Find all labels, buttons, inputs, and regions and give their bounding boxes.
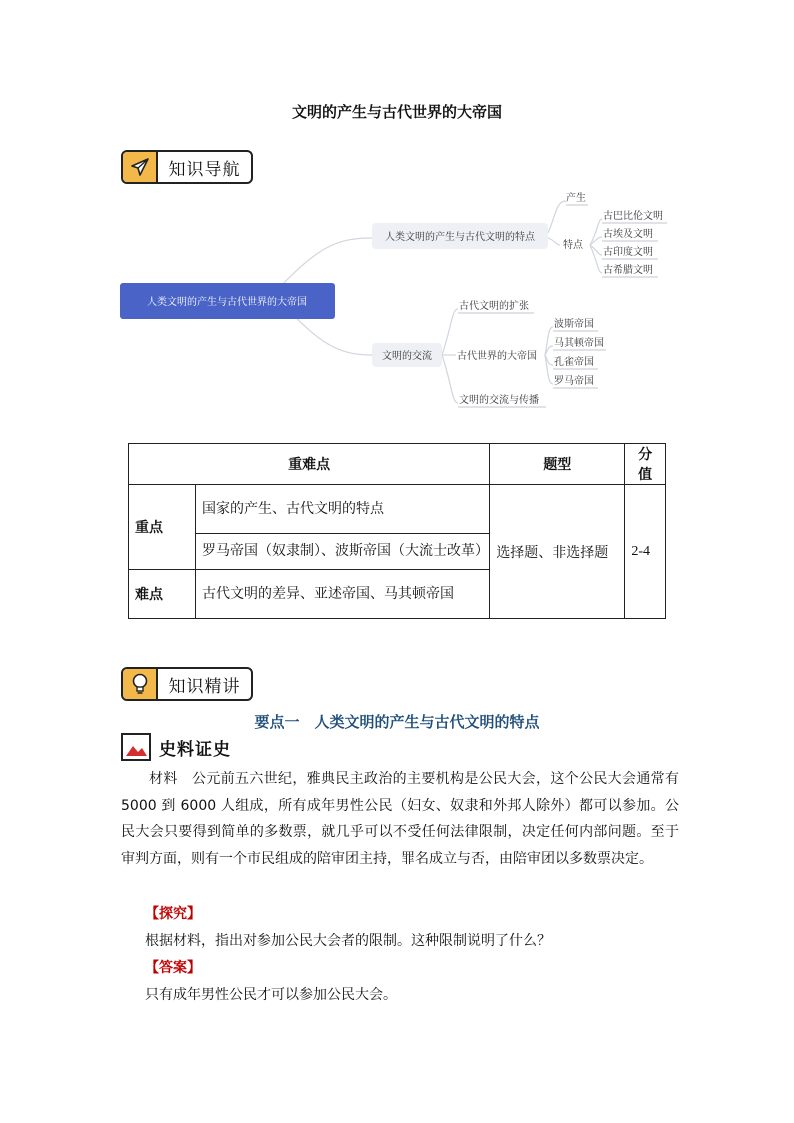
material-paragraph: 材料 公元前五六世纪，雅典民主政治的主要机构是公民大会，这个公民大会通常有5000 到 6000 人组成，所有成年男性公民（妇女、奴隶和外邦人除外）都可以参加。公民大会只要得到简单的多数票，就几乎可以不受任何法律限制，决定任何内部问题。至于审判方面，则有一个市民组成的陪审团主持，罪名成立与否，由陪审团以多数票决定。 [121,771,679,867]
mindmap-empire-item: 波斯帝国 [554,319,594,330]
knowledge-detail-badge [121,667,253,701]
key-point-item: 国家的产生、古代文明的特点 [196,485,490,534]
mindmap-empires: 古代世界的大帝国 [457,351,537,362]
header-key-points: 重难点 [129,444,490,485]
answer-text: 只有成年男性公民才可以参加公民大会。 [145,987,397,1003]
mindmap-feature: 特点 [563,240,583,251]
hard-point-item: 古代文明的差异、亚述帝国、马其顿帝国 [196,570,490,619]
mindmap-spread: 文明的交流与传播 [459,395,539,406]
score-cell: 2-4 [625,485,666,619]
question-type-cell: 选择题、非选择题 [490,485,625,619]
mindmap-expand: 古代文明的扩张 [459,301,529,312]
key-point-item: 罗马帝国（奴隶制）、波斯帝国（大流士改革） [196,534,490,570]
question-text: 根据材料，指出对参加公民大会者的限制。这种限制说明了什么？ [145,933,551,949]
row-label-key: 重点 [129,485,196,570]
mindmap-civ-item: 古希腊文明 [603,265,653,276]
header-question-type: 题型 [490,444,625,485]
knowledge-nav-label: 知识导航 [168,159,241,180]
mindmap-branch2-label: 文明的交流 [382,351,432,362]
header-score: 分值 [625,444,666,485]
mindmap-empire-item: 孔雀帝国 [554,357,594,368]
mindmap-origin: 产生 [566,193,586,204]
section-heading: 要点一 人类文明的产生与古代文明的特点 [254,713,540,731]
document-title: 文明的产生与古代世界的大帝国 [291,103,502,121]
historical-evidence-header [121,733,231,761]
mindmap-civ-item: 古印度文明 [603,247,653,258]
mindmap-root-label: 人类文明的产生与古代世界的大帝国 [147,297,307,308]
explore-tag: 【探究】 [145,906,201,922]
mindmap-civ-item: 古埃及文明 [603,229,653,240]
mindmap-empire-item: 罗马帝国 [554,376,594,387]
answer-tag: 【答案】 [145,960,201,976]
historical-evidence-label: 史料证史 [159,739,231,760]
picture-icon [121,733,151,761]
mindmap-branch1-label: 人类文明的产生与古代文明的特点 [385,232,535,243]
knowledge-detail-label: 知识精讲 [168,676,241,697]
mindmap [0,175,794,425]
mindmap-empire-item: 马其顿帝国 [554,338,604,349]
row-label-hard: 难点 [129,570,196,619]
key-points-table [128,443,666,619]
lightbulb-icon [123,669,158,699]
mindmap-civ-item: 古巴比伦文明 [603,211,663,222]
